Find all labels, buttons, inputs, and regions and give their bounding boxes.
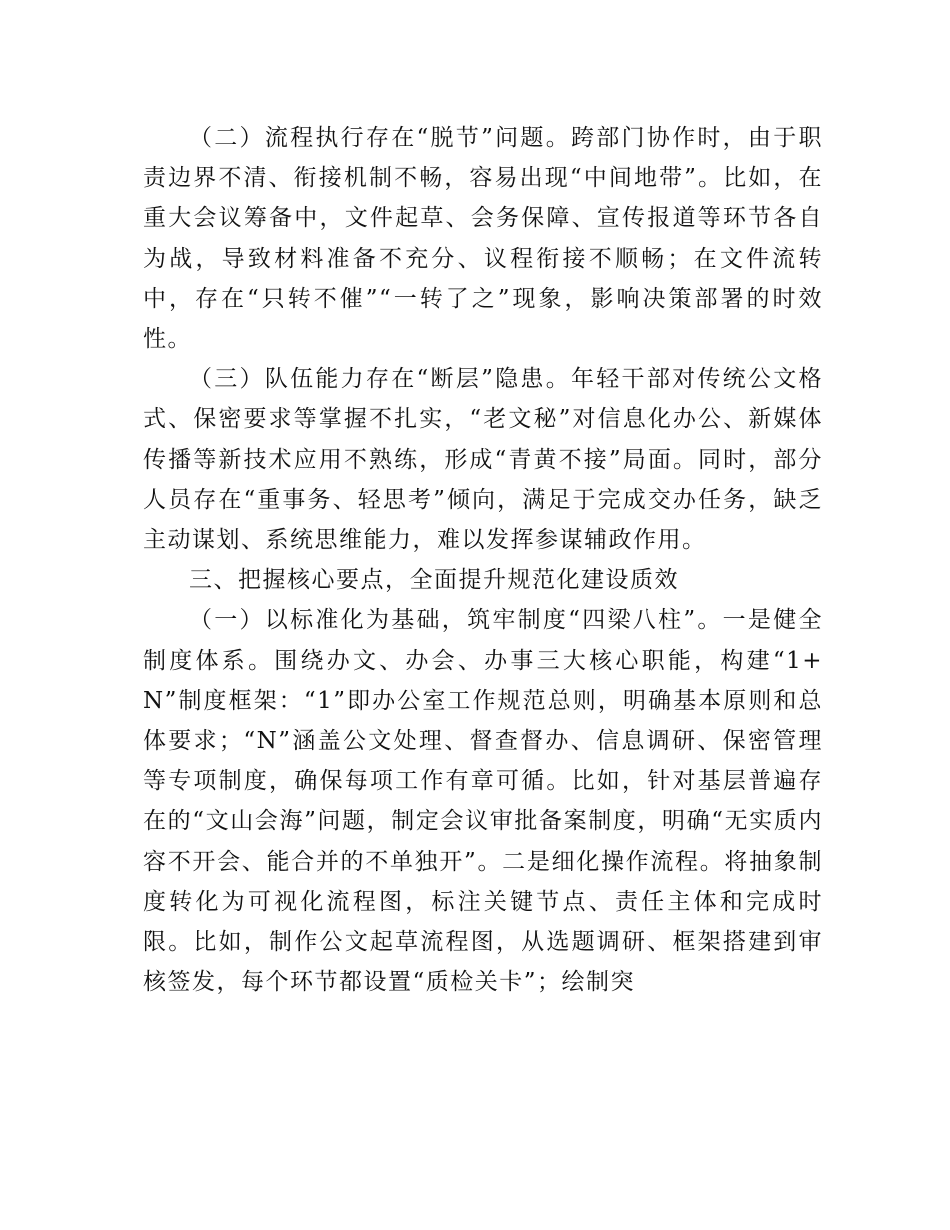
section-heading-core-points: 三、把握核心要点，全面提升规范化建设质效 [189,567,679,594]
paragraph-process-disconnect: （二）流程执行存在“脱节”问题。跨部门协作时，由于职责边界不清、衔接机制不畅，容易出现“中间地带”。比如，在重大会议筹备中，文件起草、会务保障、宣传报道等环节各自为战，导致材料准备不充分、议程衔接不顺畅；在文件流转中，存在“只转不催”“一转了之”现象，影响决策部署的时效性。 [143,125,823,353]
paragraph-standardization-foundation: （一）以标准化为基础，筑牢制度“四梁八柱”。一是健全制度体系。围绕办文、办会、办事三大核心职能，构建“1+N”制度框架：“1”即办公室工作规范总则，明确基本原则和总体要求；“N”涵盖公文处理、督查督办、信息调研、保密管理等专项制度，确保每项工作有章可循。比如，针对基层普遍存在的“文山会海”问题，制定会议审批备案制度，明确“无实质内容不开会、能合并的不单独开”。二是细化操作流程。将抽象制度转化为可视化流程图，标注关键节点、责任主体和完成时限。比如，制作公文起草流程图，从选题调研、框架搭建到审核签发，每个环节都设置“质检关卡”；绘制突 [143,607,823,996]
document-body [143,118,823,1002]
paragraph-team-capability-gap: （三）队伍能力存在“断层”隐患。年轻干部对传统公文格式、保密要求等掌握不扎实，“老文秘”对信息化办公、新媒体传播等新技术应用不熟练，形成“青黄不接”局面。同时，部分人员存在“重事务、轻思考”倾向，满足于完成交办任务，缺乏主动谋划、系统思维能力，难以发挥参谋辅政作用。 [143,366,823,554]
